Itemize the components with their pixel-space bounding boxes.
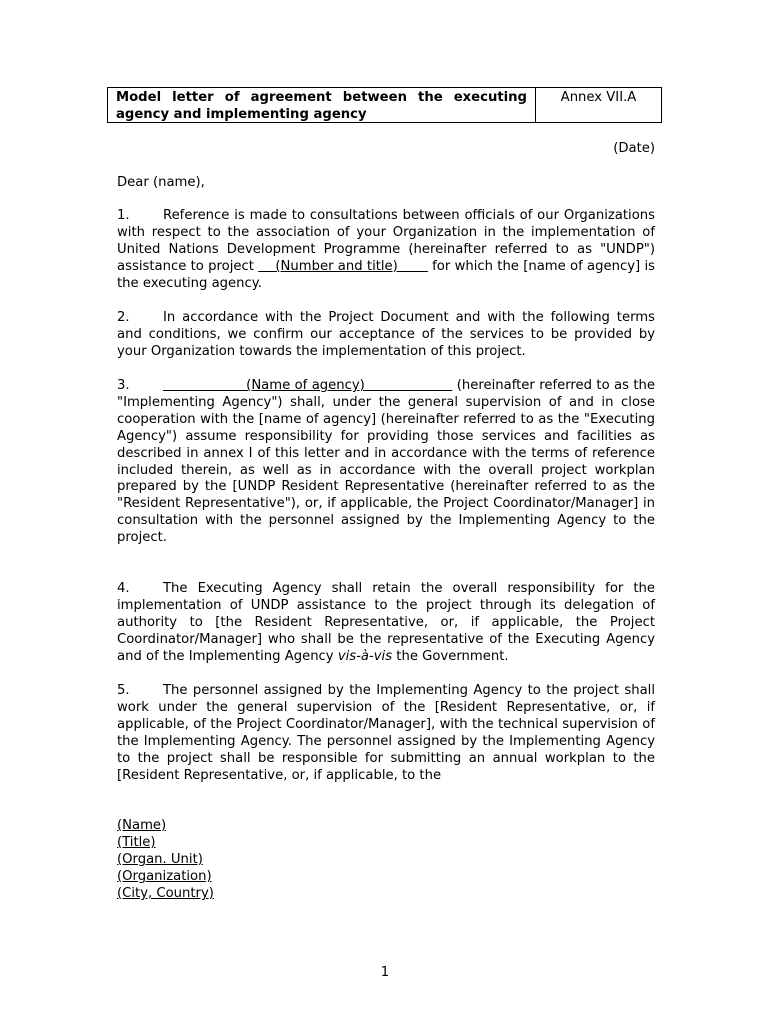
- date-placeholder: (Date): [613, 141, 655, 156]
- paragraph-1: [117, 208, 655, 293]
- paragraph-text: The personnel assigned by the Implementing Agency to the project shall work under the general supervision of the [Resident Representative, or, if applicable, of the Project Coordinator/Manager], with the technical supervision of the Implementing Agency. The personnel assigned by the Implementing Agency to the project shall be responsible for submitting an annual workplan to the [Resident Representative, or, if applicable, to the: [117, 683, 655, 783]
- page-number: 1: [380, 965, 390, 980]
- paragraph-text: In accordance with the Project Document and with the following terms and conditions, we confirm our acceptance of the services to be provided by your Organization towards the implementation of this project.: [117, 310, 655, 359]
- paragraph-text: for which the [name of agency] is the executing agency.: [117, 258, 655, 291]
- paragraph-text: (hereinafter referred to as the "Implementing Agency") shall, under the general supervision of and in close cooperation with the [name of agency] (hereinafter referred to as the "Executing Agency") assume responsibility for providing those services and facilities as described in annex I of this letter and in accordance with the terms of reference included therein, as well as in accordance with the overall project workplan prepared by the [UNDP Resident Representative (hereinafter referred to as the "Resident Representative"), or, if applicable, the Project Coordinator/Manager] in consultation with the personnel assigned by the Implementing Agency to the project.: [117, 378, 655, 546]
- paragraph-2: [117, 310, 655, 361]
- annex-label: Annex VII.A: [560, 90, 637, 105]
- paragraph-text: The Executing Agency shall retain the overall responsibility for the implementation of UNDP assistance to the project through its delegation of authority to [the Resident Representative, or, if applicable, the Project Coordinator/Manager] who shall be the representative of the Executing Agency and of the Implementing Agency: [117, 581, 655, 664]
- project-blank: (Number and title): [258, 258, 428, 274]
- paragraph-3: [117, 378, 655, 547]
- salutation: Dear (name),: [117, 175, 205, 190]
- signature-block: [117, 817, 214, 902]
- signature-name: (Name): [117, 818, 167, 833]
- agency-blank: (Name of agency): [163, 378, 453, 393]
- paragraph-4: [117, 581, 655, 666]
- signature-unit: (Organ. Unit): [117, 852, 203, 867]
- paragraph-number: 5.: [117, 683, 130, 698]
- paragraph-number: 2.: [117, 310, 130, 325]
- paragraph-number: 1.: [117, 208, 130, 223]
- paragraph-number: 4.: [117, 581, 130, 596]
- signature-organization: (Organization): [117, 869, 212, 884]
- italic-term: vis-à-vis: [337, 648, 393, 664]
- paragraph-text: the Government.: [392, 648, 509, 664]
- paragraph-5: [117, 683, 655, 784]
- signature-location: (City, Country): [117, 886, 214, 901]
- header-table: [107, 87, 662, 123]
- paragraph-number: 3.: [117, 378, 130, 393]
- paragraph-text: Reference is made to consultations between officials of our Organizations with respect to the association of your Organization in the implementation of United Nations Development Programme (hereinafter referred to as "UNDP") assistance to project: [117, 208, 655, 274]
- signature-title: (Title): [117, 835, 156, 850]
- document-title: Model letter of agreement between the executing agency and implementing agency: [108, 88, 536, 122]
